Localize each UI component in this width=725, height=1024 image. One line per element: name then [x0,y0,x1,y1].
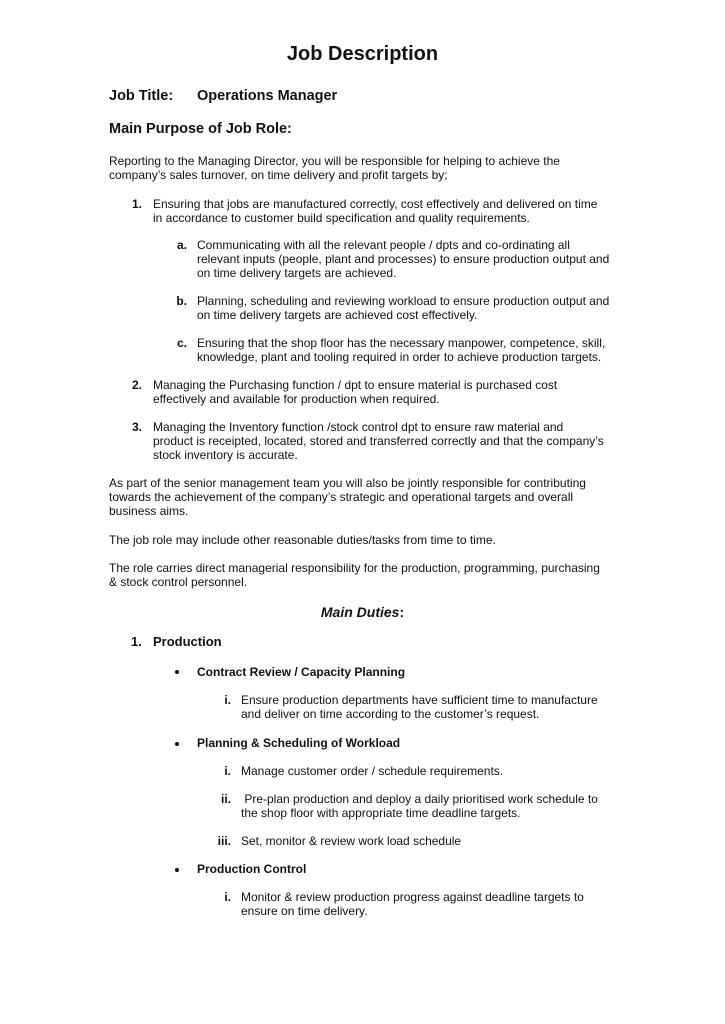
list-item: Managing the Purchasing function / dpt to ensure material is purchased cost effectively and available for production when required. [153,378,558,406]
list-marker: 2. [131,378,142,392]
paragraph-senior-management: As part of the senior management team you will also be jointly responsible for contributing towards the achievement of the company’s strategic and operational targets and overall business aims. [109,476,586,518]
section-production-label: Production [153,634,222,649]
duty-group-label: Planning & Scheduling of Workload [197,736,401,750]
main-duties-heading: Main Duties: [320,604,405,620]
list-marker: 3. [131,420,142,434]
job-title-value: Operations Manager [197,88,338,104]
sublist-item: Planning, scheduling and reviewing workload to ensure production output and on time delivery targets are achieved cost effectively. [197,294,610,322]
bullet-icon [175,868,179,872]
list-item: Managing the Inventory function /stock control dpt to ensure raw material and product is receipted, located, stored and transferred correctly and that the company’s stock inventory is accurate. [153,420,604,462]
duty-item: Set, monitor & review work load schedule [241,834,462,848]
purpose-heading: Main Purpose of Job Role: [109,121,292,137]
page-title: Job Description [286,43,439,65]
duty-item-marker: iii. [217,834,231,848]
sublist-item: Communicating with all the relevant people / dpts and co-ordinating all relevant inputs (people, plant and processes) to ensure production output and on time delivery targets are achieved. [197,238,610,280]
sublist-marker: b. [176,294,187,308]
intro-paragraph: Reporting to the Managing Director, you will be responsible for helping to achieve the company’s sales turnover, on time delivery and profit targets by; [109,154,560,182]
duty-item: Ensure production departments have sufficient time to manufacture and deliver on time according to the customer’s request. [241,693,598,721]
section-marker: 1. [131,634,142,649]
duty-item: Monitor & review production progress against deadline targets to ensure on time delivery. [241,890,584,918]
duty-group-label: Production Control [197,862,307,876]
list-item: Ensuring that jobs are manufactured correctly, cost effectively and delivered on time in accordance to customer build specification and quality requirements. [153,197,598,225]
job-title-label: Job Title: [109,88,174,104]
paragraph-other-duties: The job role may include other reasonable duties/tasks from time to time. [109,533,496,547]
sublist-marker: a. [176,238,187,252]
bullet-icon [175,742,179,746]
sublist-item: Ensuring that the shop floor has the necessary manpower, competence, skill, knowledge, plant and tooling required in order to achieve production targets. [197,336,606,364]
duty-item-marker: i. [224,890,231,904]
sublist-marker: c. [176,336,187,350]
duty-item-marker: i. [224,693,231,707]
duty-item: Pre-plan production and deploy a daily prioritised work schedule to the shop floor with appropriate time deadline targets. [241,792,598,820]
duty-item: Manage customer order / schedule requirements. [241,764,504,778]
duty-item-marker: i. [224,764,231,778]
bullet-icon [175,670,179,674]
duty-item-marker: ii. [220,792,231,806]
list-marker: 1. [131,197,142,211]
duty-group-label: Contract Review / Capacity Planning [197,665,406,679]
paragraph-managerial-responsibility: The role carries direct managerial responsibility for the production, programming, purchasing & stock control personnel. [109,561,600,589]
